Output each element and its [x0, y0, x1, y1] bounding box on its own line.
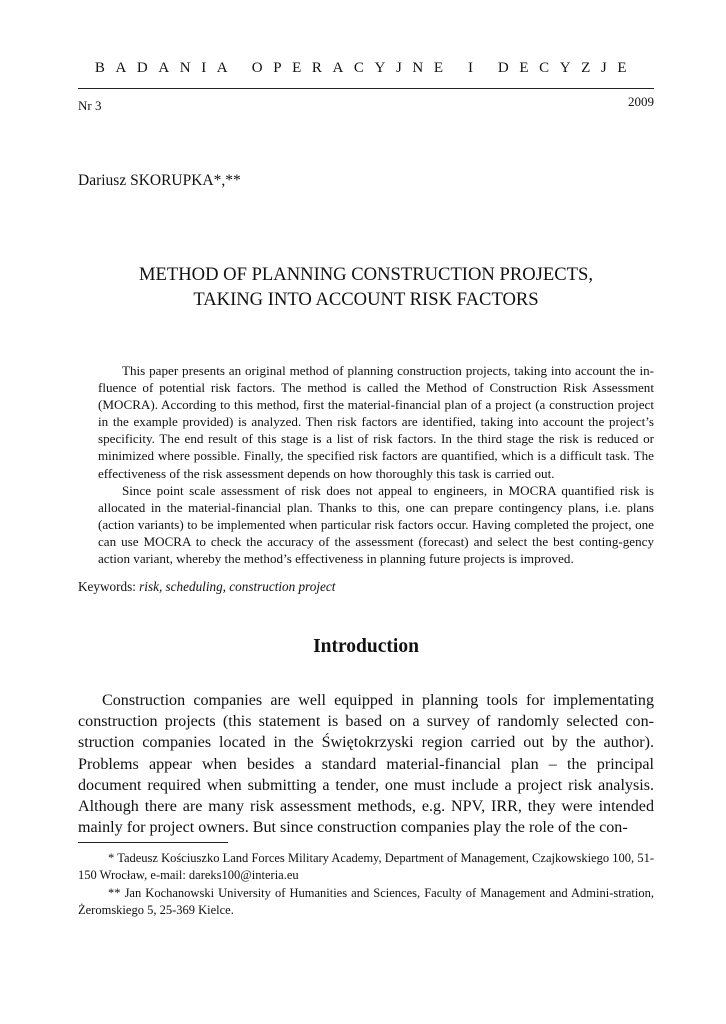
keywords — [78, 579, 335, 595]
body-text — [78, 690, 654, 838]
abstract-paragraph: Since point scale assessment of risk does not appeal to engineers, in MOCRA quantified risk is allocated in the material-financial plan. Thanks to this, one can prepare contingency plans, i.e. plans (action variants) to be implemented when particular risk factors occur. Having completed the project, one can use MOCRA to check the accuracy of the assessment (forecast) and select the best conting-gency action variant, whereby the method’s effectiveness in planning future projects is improved. — [98, 482, 654, 567]
abstract-paragraph: This paper presents an original method of planning construction projects, taking into account the in-fluence of potential risk factors. The method is called the Method of Construction Risk Assessment (MOCRA). According to this method, first the material-financial plan of a project (a construction project in the example provided) is analyzed. Then risk factors are identified, taking into account the project’s specificity. The end result of this stage is a list of risk factors. In the third stage the risk is reduced or minimized where possible. Finally, the specified risk factors are quantified, which is a difficult task. The effectiveness of the risk assessment depends on how thoroughly this task is carried out. — [98, 363, 654, 481]
keywords-label: Keywords: — [78, 579, 140, 594]
paper-title — [78, 262, 654, 312]
body-paragraph: Construction companies are well equipped in planning tools for implementating construction projects (this statement is based on a survey of randomly selected con-struction companies located in the Świętokrzyski region carried out by the author). Problems appear when besides a standard material-financial plan – the principal document required when submitting a tender, one must include a project risk analysis. Although there are many risk assessment methods, e.g. NPV, IRR, they were intended mainly for project owners. But since construction companies play the role of the con- — [78, 692, 654, 837]
abstract — [98, 362, 654, 567]
section-heading: Introduction — [313, 636, 419, 657]
footnote: ** Jan Kochanowski University of Humanities and Sciences, Faculty of Management and Admini-stration, Żeromskiego 5, 25-369 Kielce. — [78, 885, 654, 918]
footnote-rule — [78, 842, 228, 843]
keywords-terms: risk, scheduling, construction project — [139, 579, 336, 594]
journal-name: BADANIA OPERACYJNE I DECYZJE — [94, 60, 638, 76]
title-line: METHOD OF PLANNING CONSTRUCTION PROJECTS, — [138, 264, 594, 285]
footnote: * Tadeusz Kościuszko Land Forces Military Academy, Department of Management, Czajkowskiego 100, 51-150 Wrocław, e-mail: dareks100@interia.eu — [78, 851, 654, 883]
issue-year: 2009 — [628, 94, 654, 109]
footnotes — [78, 850, 654, 920]
title-line: TAKING INTO ACCOUNT RISK FACTORS — [193, 289, 539, 310]
issue-number: Nr 3 — [78, 98, 102, 113]
header-rule — [78, 88, 654, 89]
author-name: Dariusz SKORUPKA*,** — [78, 172, 241, 189]
